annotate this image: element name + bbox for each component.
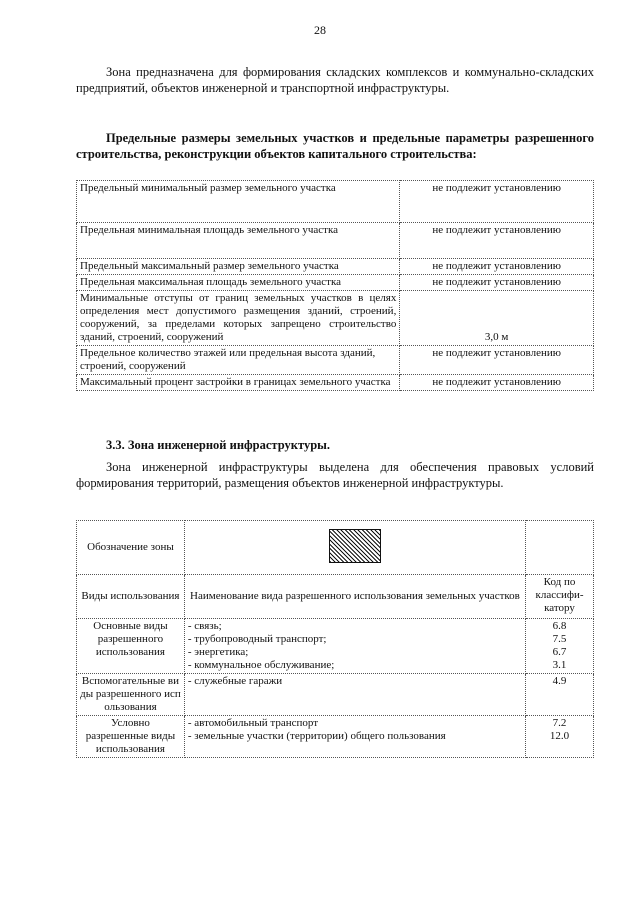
use-code: 6.7 bbox=[552, 646, 567, 658]
names-cell bbox=[184, 716, 525, 758]
table-row bbox=[77, 375, 594, 391]
value-cell: не подлежит установлению bbox=[400, 259, 594, 275]
use-code: 6.8 bbox=[552, 620, 567, 632]
names-cell bbox=[184, 674, 525, 716]
value-cell: не подлежит установлению bbox=[400, 275, 594, 291]
use-name: - автомобильный транспорт bbox=[187, 717, 319, 729]
codes-cell bbox=[526, 674, 594, 716]
table-row bbox=[77, 275, 594, 291]
table-row bbox=[77, 223, 594, 259]
value-cell: не подлежит установлению bbox=[400, 181, 594, 223]
param-cell: Предельное количество этажей или предельная высота зданий, строений, сооружений bbox=[77, 346, 400, 375]
use-name: - связь; bbox=[187, 620, 222, 632]
use-name: - трубопроводный транспорт; bbox=[187, 633, 327, 645]
use-code: 12.0 bbox=[549, 730, 570, 742]
empty-cell bbox=[526, 521, 594, 575]
zone-purpose-paragraph: Зона предназначена для формирования складских комплексов и коммунально-складских предприятий, объектов инженерной и транспортной инфраструктуры. bbox=[76, 65, 594, 95]
value-cell: 3,0 м bbox=[400, 291, 594, 346]
codes-cell bbox=[526, 619, 594, 674]
table-row bbox=[77, 716, 594, 758]
table-row bbox=[77, 181, 594, 223]
use-name: - земельные участки (территории) общего пользования bbox=[187, 730, 446, 742]
page-number: 28 bbox=[314, 23, 326, 37]
section-heading: 3.3. Зона инженерной инфраструктуры. bbox=[106, 438, 331, 452]
param-cell: Предельный максимальный размер земельного участка bbox=[77, 259, 400, 275]
uses-table bbox=[76, 520, 594, 758]
kind-cell: Условно разрешенные виды использования bbox=[77, 716, 185, 758]
header-code: Код по классифи-катору bbox=[526, 575, 594, 619]
table-row bbox=[77, 575, 594, 619]
header-name: Наименование вида разрешенного использования земельных участков bbox=[184, 575, 525, 619]
table-row bbox=[77, 674, 594, 716]
use-code: 7.5 bbox=[552, 633, 567, 645]
header-kind: Виды использования bbox=[77, 575, 185, 619]
param-cell: Минимальные отступы от границ земельных участков в целях определения мест допустимого размещения зданий, строений, сооружений, за пределами которых запрещено строительство зданий, строений, сооружений bbox=[77, 291, 400, 346]
use-code: 3.1 bbox=[552, 659, 567, 671]
table-row bbox=[77, 291, 594, 346]
use-code: 4.9 bbox=[552, 675, 567, 687]
use-name: - энергетика; bbox=[187, 646, 249, 658]
use-name: - служебные гаражи bbox=[187, 675, 283, 687]
limits-table bbox=[76, 180, 594, 391]
table-row bbox=[77, 259, 594, 275]
value-cell: не подлежит установлению bbox=[400, 223, 594, 259]
param-cell: Максимальный процент застройки в границах земельного участка bbox=[77, 375, 400, 391]
limits-heading: Предельные размеры земельных участков и предельные параметры разрешенного строительства, реконструкции объектов капитального строительства: bbox=[76, 131, 594, 161]
zone-symbol-cell bbox=[184, 521, 525, 575]
value-cell: не подлежит установлению bbox=[400, 346, 594, 375]
codes-cell bbox=[526, 716, 594, 758]
kind-cell: Вспомогательные виды разрешенного использования bbox=[77, 674, 185, 716]
names-cell bbox=[184, 619, 525, 674]
value-cell: не подлежит установлению bbox=[400, 375, 594, 391]
use-code: 7.2 bbox=[552, 717, 567, 729]
section-paragraph: Зона инженерной инфраструктуры выделена для обеспечения правовых условий формирования территорий, размещения объектов инженерной инфраструктуры. bbox=[76, 460, 594, 490]
param-cell: Предельный минимальный размер земельного участка bbox=[77, 181, 400, 223]
param-cell: Предельная максимальная площадь земельного участка bbox=[77, 275, 400, 291]
zone-hatch-symbol bbox=[329, 529, 381, 563]
kind-cell: Основные виды разрешенного использования bbox=[77, 619, 185, 674]
table-row bbox=[77, 521, 594, 575]
zone-label-cell: Обозначение зоны bbox=[77, 521, 185, 575]
param-cell: Предельная минимальная площадь земельного участка bbox=[77, 223, 400, 259]
use-name: - коммунальное обслуживание; bbox=[187, 659, 335, 671]
table-row bbox=[77, 619, 594, 674]
table-row bbox=[77, 346, 594, 375]
